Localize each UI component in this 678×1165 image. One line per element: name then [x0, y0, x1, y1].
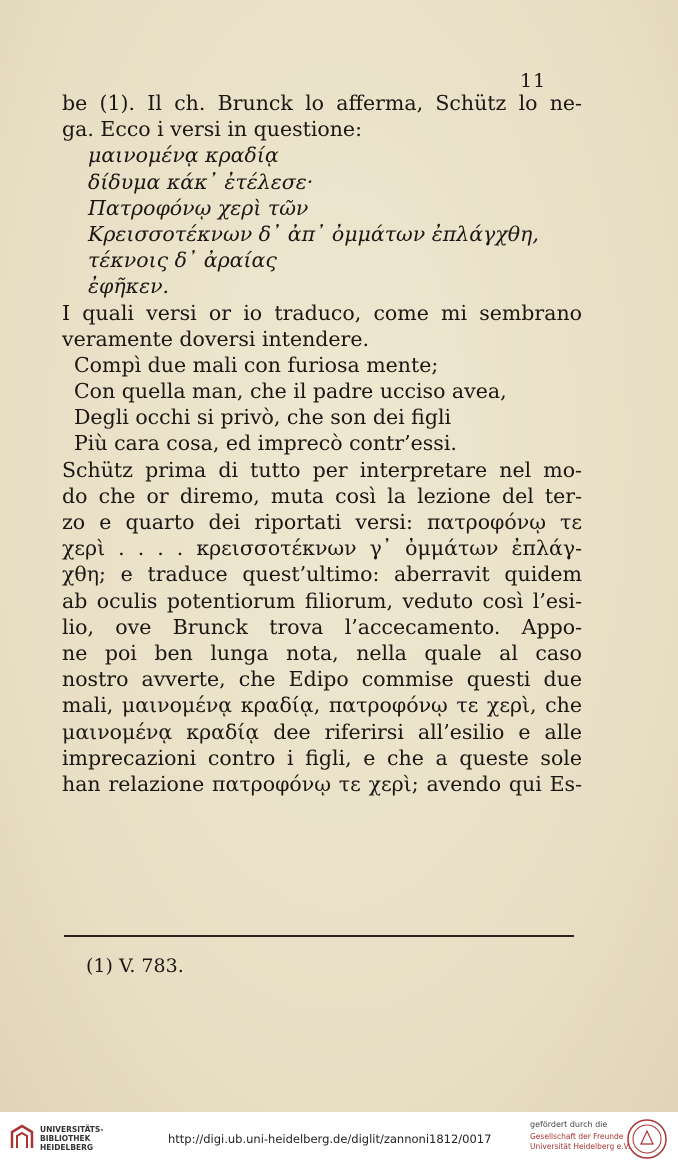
greek-verse: μαινομένᾳ κραδίᾳ — [88, 143, 279, 168]
viewer-footer — [0, 1112, 678, 1165]
university-library-logo-icon[interactable] — [8, 1122, 36, 1152]
text-line: imprecazioni contro i figli, e che a queste sole — [62, 745, 582, 770]
body-text — [62, 90, 582, 797]
text-line: han relazione πατροφόνῳ τε χερὶ; avendo qui Es- — [62, 771, 582, 796]
text-line: I quali versi or io traduco, come mi sembrano — [62, 300, 582, 325]
greek-verse: ἐφῆκεν. — [88, 274, 170, 299]
text-line: ab oculis potentiorum filiorum, veduto così l’esi- — [62, 588, 582, 613]
greek-verse: δίδυμα κάκ᾽ ἐτέλεσε· — [88, 169, 314, 194]
text-line: veramente doversi intendere. — [62, 326, 369, 351]
university-seal-icon — [626, 1118, 668, 1160]
footnote: (1) V. 783. — [86, 955, 184, 977]
page-number: 11 — [520, 70, 547, 92]
text-line: χερὶ . . . . κρεισσοτέκνων γ᾽ ὀμμάτων ἐπλάγ- — [62, 536, 582, 561]
sponsor-name[interactable]: Gesellschaft der Freunde Universität Heidelberg e.V. — [530, 1132, 631, 1151]
translation-verse: Più cara cosa, ed imprecò contr’essi. — [74, 431, 457, 456]
footnote-rule — [64, 935, 574, 937]
sponsor-label: gefördert durch die — [530, 1120, 608, 1129]
translation-verse: Degli occhi si privò, che son dei figli — [74, 405, 452, 430]
greek-verse: Πατροφόνῳ χερὶ τῶν — [88, 195, 309, 220]
text-line: ga. Ecco i versi in questione: — [62, 117, 362, 142]
greek-verse: τέκνοις δ᾽ ἀραίας — [88, 248, 277, 273]
text-line: do che or diremo, muta così la lezione del ter- — [62, 483, 582, 508]
text-line: be (1). Il ch. Brunck lo afferma, Schütz lo ne- — [62, 91, 582, 115]
text-line: χθη; e traduce quest’ultimo: aberravit quidem — [62, 562, 582, 587]
text-line: lio, ove Brunck trova l’accecamento. Appo- — [62, 614, 582, 639]
greek-verse: Κρεισσοτέκνων δ᾽ ἀπ᾽ ὀμμάτων ἐπλάγχθη, — [88, 221, 539, 246]
text-line: mali, μαινομένᾳ κραδίᾳ, πατροφόνῳ τε χερὶ, che — [62, 693, 582, 718]
text-line: zo e quarto dei riportati versi: πατροφόνῳ τε — [62, 510, 582, 534]
text-line: μαινομένᾳ κραδίᾳ dee riferirsi all’esilio e alle — [62, 719, 582, 744]
translation-verse: Con quella man, che il padre ucciso avea, — [74, 379, 507, 404]
library-name[interactable]: UNIVERSITÄTS- BIBLIOTHEK HEIDELBERG — [40, 1125, 104, 1152]
text-line: nostro avverte, che Edipo commise questi due — [62, 667, 582, 692]
text-line: ne poi ben lunga nota, nella quale al caso — [62, 640, 582, 665]
permalink-url[interactable]: http://digi.ub.uni-heidelberg.de/diglit/zannoni1812/0017 — [168, 1132, 492, 1146]
translation-verse: Compì due mali con furiosa mente; — [74, 352, 439, 377]
text-line: Schütz prima di tutto per interpretare nel mo- — [62, 457, 582, 482]
